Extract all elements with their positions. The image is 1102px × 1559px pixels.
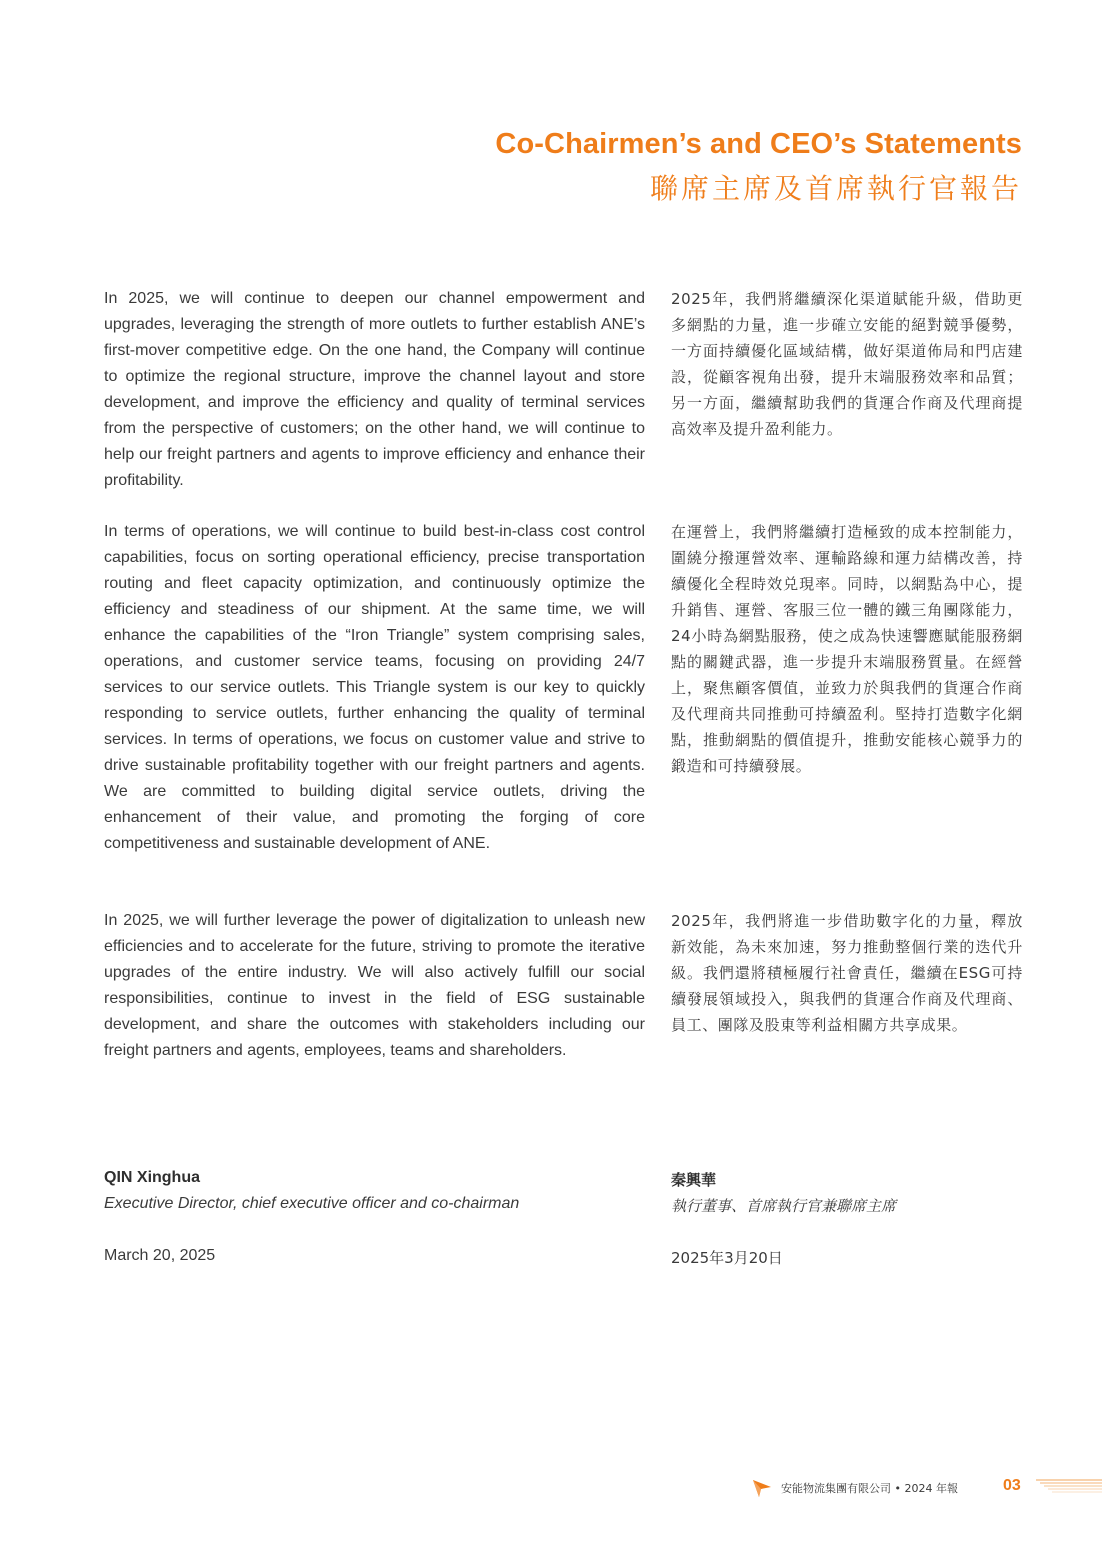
ane-logo-icon [752, 1478, 772, 1498]
footer-company-report: 安能物流集團有限公司 • 2024 年報 [781, 1482, 958, 1495]
page-title-zh: 聯席主席及首席執行官報告 [649, 172, 1022, 205]
paragraph-zh-3: 2025年，我們將進一步借助數字化的力量，釋放新效能，為未來加速，努力推動整個行業的迭代升級。我們還將積極履行社會責任，繼續在ESG可持續發展領域投入，與我們的貨運合作商及代理商、員工、團隊及股東等利益相關方共享成果。 [671, 912, 1023, 1034]
signatory-name-en: QIN Xinghua [104, 1169, 200, 1186]
paragraph-zh-2: 在運營上，我們將繼續打造極致的成本控制能力，圍繞分撥運營效率、運輸路線和運力結構改善，持續優化全程時效兑現率。同時，以網點為中心，提升銷售、運營、客服三位一體的鐵三角團隊能力，24小時為網點服務，使之成為快速響應賦能服務網點的關鍵武器，進一步提升末端服務質量。在經營上，聚焦顧客價值，並致力於與我們的貨運合作商及代理商共同推動可持續盈利。堅持打造數字化網點，推動網點的價值提升，推動安能核心競爭力的鍛造和可持續發展。 [671, 523, 1023, 775]
paragraph-en-3: In 2025, we will further leverage the power of digitalization to unleash new efficiencies and to accelerate for the future, striving to promote the iterative upgrades of the entire industry. We will also actively fulfill our social responsibilities, continue to invest in the field of ESG sustainable development, and share the outcomes with stakeholders including our freight partners and agents, employees, teams and shareholders. [104, 912, 645, 1059]
paragraph-zh-1: 2025年，我們將繼續深化渠道賦能升級，借助更多網點的力量，進一步確立安能的絕對競爭優勢，一方面持續優化區域結構，做好渠道佈局和門店建設，從顧客視角出發，提升末端服務效率和品質；另一方面，繼續幫助我們的貨運合作商及代理商提高效率及提升盈利能力。 [671, 290, 1023, 438]
decorative-lines [1036, 1477, 1102, 1495]
paragraph-en-1: In 2025, we will continue to deepen our channel empowerment and upgrades, leveraging the strength of more outlets to further establish ANE’s first-mover competitive edge. On the one hand, the Company will continue to optimize the regional structure, improve the channel layout and store development, and improve the efficiency and quality of terminal services from the perspective of customers; on the other hand, we will continue to help our freight partners and agents to improve efficiency and enhance their profitability. [104, 290, 645, 489]
page-number: 03 [1003, 1477, 1021, 1494]
signature-date-en: March 20, 2025 [104, 1247, 216, 1264]
signature-date-zh: 2025年3月20日 [671, 1249, 783, 1267]
page-title-en: Co-Chairmen’s and CEO’s Statements [495, 128, 1022, 160]
signatory-title-zh: 執行董事、首席執行官兼聯席主席 [671, 1197, 897, 1215]
signatory-name-zh: 秦興華 [671, 1171, 717, 1189]
paragraph-en-2: In terms of operations, we will continue to build best-in-class cost control capabilities, focus on sorting operational efficiency, precise transportation routing and fleet capacity optimization, and continuously optimize the efficiency and steadiness of our shipment. At the same time, we will enhance the capabilities of the “Iron Triangle” system comprising sales, operations, and customer service teams, focusing on providing 24/7 services to our service outlets. This Triangle system is our key to quickly responding to service outlets, further enhancing the quality of terminal services. In terms of operations, we focus on customer value and strive to drive sustainable profitability together with our freight partners and agents. We are committed to building digital service outlets, driving the enhancement of their value, and promoting the forging of core competitiveness and sustainable development of ANE. [104, 523, 645, 852]
signatory-title-en: Executive Director, chief executive officer and co-chairman [104, 1195, 520, 1212]
